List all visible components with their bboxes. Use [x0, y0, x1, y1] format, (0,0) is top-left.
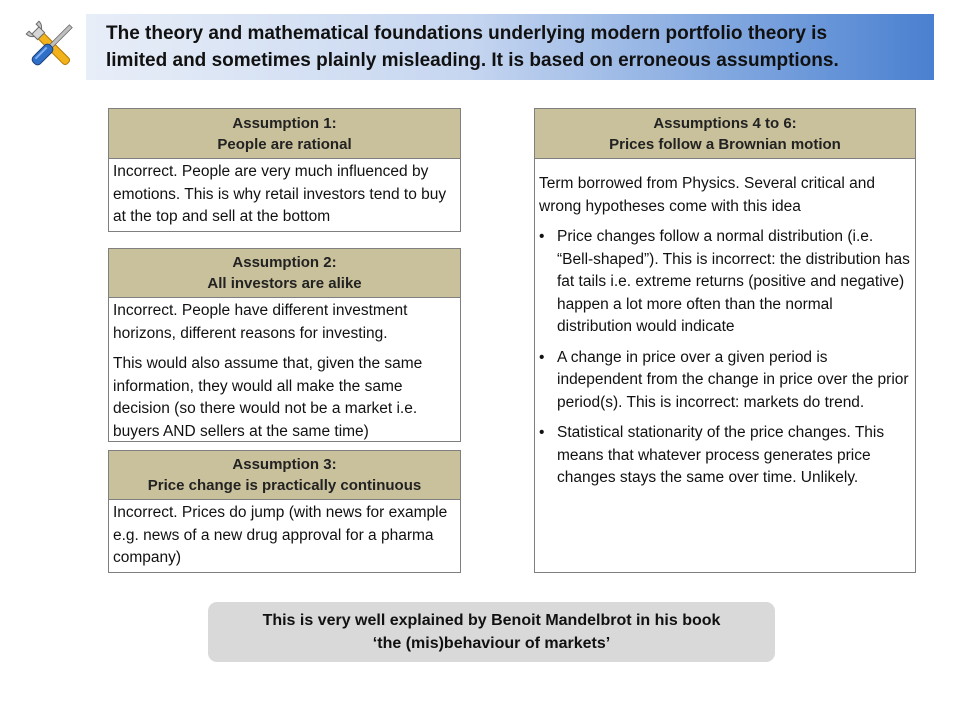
list-item — [539, 422, 911, 490]
assumption-2-body — [109, 298, 460, 443]
assumption-3-heading-line-2: Price change is practically continuous — [147, 477, 422, 494]
assumption-1-text: Incorrect. People are very much influenced by emotions. This is why retail investors tend to buy at the top and sell at the bottom — [113, 163, 447, 225]
footer-note — [208, 602, 775, 662]
assumption-1-heading — [109, 109, 460, 159]
assumptions-4-to-6-box — [534, 108, 916, 573]
assumptions-4-to-6-intro: Term borrowed from Physics. Several critical and wrong hypotheses come with this idea — [539, 175, 875, 215]
assumption-3-body — [109, 500, 460, 570]
assumption-1-heading-line-1: Assumption 1: — [232, 115, 337, 132]
assumption-2-box — [108, 248, 461, 442]
assumption-2-heading — [109, 249, 460, 298]
list-item — [539, 226, 911, 339]
hypotheses-list — [539, 226, 911, 490]
footer-line-1: This is very well explained by Benoit Mandelbrot in his book — [262, 612, 721, 629]
assumption-3-heading-line-1: Assumption 3: — [232, 456, 337, 473]
tools-icon — [22, 16, 80, 76]
footer-line-2: ‘the (mis)behaviour of markets’ — [372, 635, 611, 652]
assumptions-4-to-6-heading — [535, 109, 915, 159]
assumptions-4-to-6-heading-line-2: Prices follow a Brownian motion — [609, 136, 841, 153]
assumption-1-heading-line-2: People are rational — [217, 136, 352, 153]
title-line-1: The theory and mathematical foundations underlying modern portfolio theory is — [106, 23, 828, 44]
assumption-3-box — [108, 450, 461, 573]
hypothesis-text-1: Price changes follow a normal distribution (i.e. “Bell-shaped”). This is incorrect: the distribution has fat tails i.e. extreme returns (positive and negative) happen a lot more often than the normal distribution would indicate — [557, 228, 910, 335]
assumption-3-text: Incorrect. Prices do jump (with news for example e.g. news of a new drug approval for a pharma company) — [113, 504, 448, 566]
assumption-1-body — [109, 159, 460, 229]
assumption-2-text-1: Incorrect. People have different investment horizons, different reasons for investing. — [113, 302, 408, 342]
assumption-1-box — [108, 108, 461, 232]
bullet-icon: • — [539, 348, 545, 366]
assumption-2-text-2: This would also assume that, given the same information, they would all make the same decision (so there would not be a market i.e. buyers AND sellers at the same time) — [113, 355, 423, 440]
assumption-2-heading-line-1: Assumption 2: — [232, 254, 337, 271]
assumptions-4-to-6-heading-line-1: Assumptions 4 to 6: — [653, 115, 797, 132]
hypothesis-text-2: A change in price over a given period is independent from the change in price over the prior period(s). This is incorrect: markets do trend. — [557, 348, 909, 411]
title-line-2: limited and sometimes plainly misleading. It is based on erroneous assumptions. — [106, 50, 839, 71]
hypothesis-text-3: Statistical stationarity of the price changes. This means that whatever process generates price changes stays the same over time. Unlikely. — [557, 424, 885, 486]
page-title — [106, 20, 922, 74]
bullet-icon: • — [539, 228, 545, 245]
assumptions-4-to-6-body — [535, 159, 915, 490]
list-item — [539, 347, 911, 415]
assumption-3-heading — [109, 451, 460, 500]
bullet-icon: • — [539, 424, 545, 441]
title-banner — [86, 14, 934, 80]
assumption-2-heading-line-2: All investors are alike — [207, 275, 362, 292]
